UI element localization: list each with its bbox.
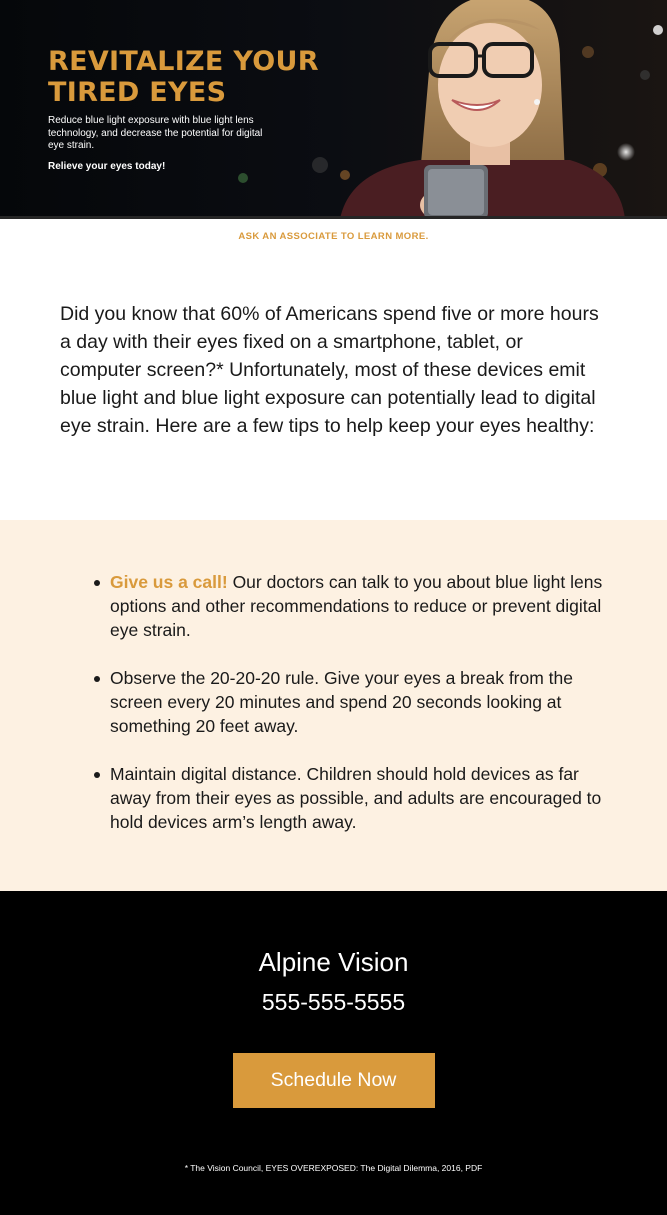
- tip-text: Our doctors can talk to you about blue light lens options and other recommendations to reduce or prevent digital eye strain.: [110, 572, 603, 640]
- intro-section: [0, 252, 667, 520]
- hero-title-line-1: REVITALIZE YOUR: [48, 46, 319, 77]
- hero-title-line-2: TIRED EYES: [48, 77, 227, 108]
- practice-name: Alpine Vision: [258, 947, 409, 977]
- hero-banner: [0, 0, 667, 219]
- tip-item-call: [110, 570, 603, 642]
- tip-item-20-20-20: [110, 666, 603, 738]
- hero-divider: [0, 216, 667, 219]
- intro-paragraph: Did you know that 60% of Americans spend five or more hours a day with their eyes fixed on a smartphone, tablet, or computer screen?* Unfortunately, most of these devices emit blue light and blue light exposure can potentially lead to digital eye strain. Here are a few tips to help keep your eyes healthy:: [60, 303, 599, 437]
- tips-section: [0, 520, 667, 891]
- hero-text-block: [48, 46, 368, 172]
- phone-number[interactable]: 555-555-5555: [261, 989, 406, 1015]
- footnote: * The Vision Council, EYES OVEREXPOSED: The Digital Dilemma, 2016, PDF: [184, 1163, 483, 1173]
- tip-text: Maintain digital distance. Children should hold devices as far away from their eyes as possible, and adults are encouraged to hold devices arm’s length away.: [110, 764, 602, 832]
- hero-subtitle: Reduce blue light exposure with blue light lens technology, and decrease the potential for digital eye strain.: [48, 115, 263, 151]
- schedule-now-button[interactable]: Schedule Now: [233, 1053, 435, 1108]
- associate-note: ASK AN ASSOCIATE TO LEARN MORE.: [238, 231, 429, 242]
- footer: [0, 891, 667, 1215]
- tip-text: Observe the 20-20-20 rule. Give your eyes a break from the screen every 20 minutes and spend 20 seconds looking at something 20 feet away.: [110, 668, 574, 736]
- tips-list: [110, 570, 603, 834]
- tip-item-digital-distance: [110, 762, 603, 834]
- hero-cta-text: Relieve your eyes today!: [48, 160, 166, 172]
- hero-title: [48, 46, 368, 108]
- give-us-a-call-link[interactable]: Give us a call!: [110, 572, 228, 592]
